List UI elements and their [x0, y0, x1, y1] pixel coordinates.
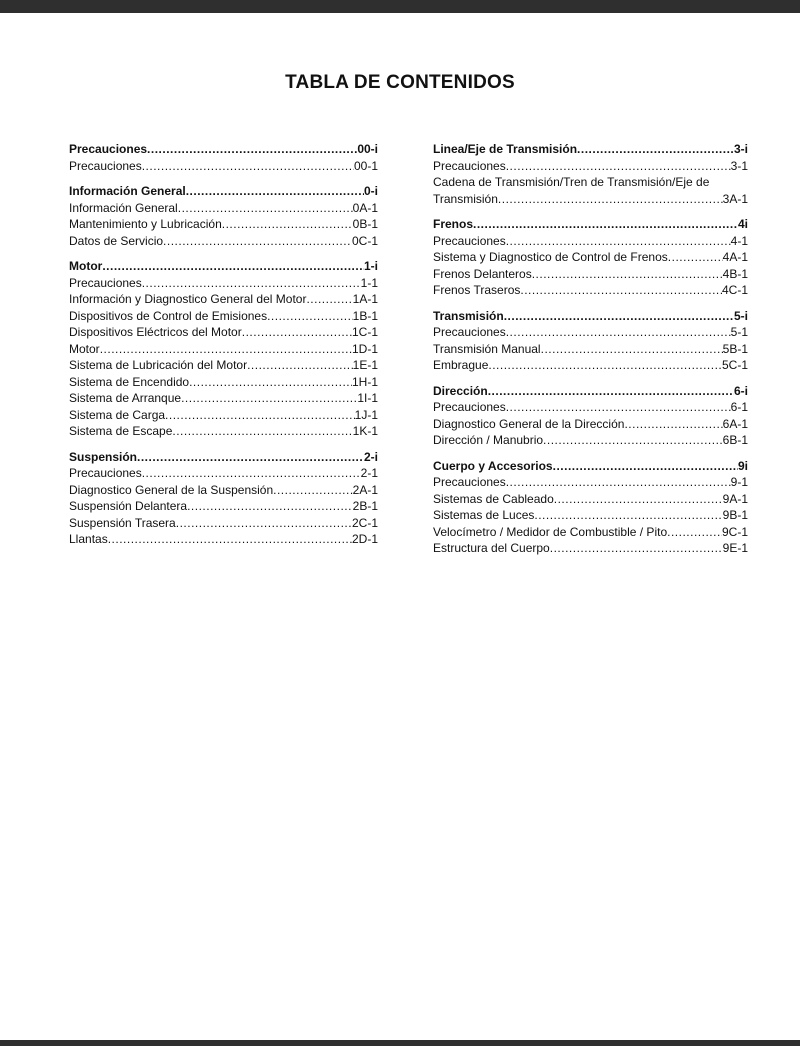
toc-section: [433, 141, 748, 207]
dot-leader: [504, 308, 734, 325]
toc-page-number: 9-1: [730, 475, 748, 489]
toc-entry[interactable]: [69, 390, 378, 407]
toc-entry-title: Precauciones: [433, 158, 506, 173]
top-bar: [0, 0, 800, 13]
dot-leader: [222, 216, 353, 233]
toc-entry[interactable]: [433, 266, 748, 283]
toc-entry[interactable]: [433, 432, 748, 449]
toc-entry[interactable]: [433, 524, 748, 541]
toc-page-number: 1I-1: [357, 391, 378, 405]
toc-page-number: 2B-1: [352, 499, 378, 513]
toc-entry[interactable]: [69, 341, 378, 358]
toc-entry[interactable]: [433, 249, 748, 266]
toc-page-number: 0B-1: [352, 217, 378, 231]
toc-page-number: 2-1: [360, 466, 378, 480]
toc-entry-title: Precauciones: [433, 400, 506, 414]
dot-leader: [506, 158, 731, 175]
toc-entry-title: Estructura del Cuerpo: [433, 541, 550, 555]
toc-entry[interactable]: [69, 200, 378, 217]
toc-entry-title: Motor: [69, 259, 103, 273]
toc-page-number: 0A-1: [352, 200, 378, 215]
toc-entry[interactable]: [433, 507, 748, 524]
toc-page-number: 6-i: [733, 383, 748, 398]
dot-leader: [186, 183, 364, 200]
toc-entry[interactable]: [69, 324, 378, 341]
toc-entry-title: Precauciones: [433, 233, 506, 248]
toc-entry-title: Precauciones: [433, 325, 506, 339]
toc-entry[interactable]: [69, 465, 378, 482]
toc-entry[interactable]: [433, 174, 748, 207]
toc-page-number: 2D-1: [351, 532, 378, 546]
toc-entry-title: Transmisión: [433, 308, 504, 323]
dot-leader: [488, 357, 722, 374]
toc-page-number: 1-1: [360, 275, 378, 290]
toc-page-number: 9i: [737, 458, 748, 473]
toc-entry-title: Sistema de Encendido: [69, 374, 190, 389]
toc-entry-title: Sistemas de Luces: [433, 508, 535, 522]
dot-leader: [667, 524, 722, 541]
toc-page-number: 6B-1: [722, 433, 748, 447]
toc-page-number: 5-1: [730, 325, 748, 339]
toc-entry-title: Cuerpo y Accesorios: [433, 458, 553, 473]
toc-entry[interactable]: [433, 540, 748, 557]
toc-entry-line: [433, 191, 748, 208]
dot-leader: [541, 341, 723, 358]
toc-page-number: 0C-1: [351, 233, 378, 248]
toc-entry-title: Precauciones: [69, 466, 142, 480]
toc-section: [69, 141, 378, 174]
dot-leader: [187, 498, 353, 515]
toc-entry-title: Información y Diagnostico General del Motor: [69, 292, 307, 306]
toc-entry-title: Sistema de Lubricación del Motor: [69, 358, 248, 372]
dot-leader: [163, 233, 352, 250]
toc-entry-title: Información General: [69, 184, 186, 198]
toc-entry[interactable]: [433, 416, 748, 433]
dot-leader: [506, 324, 731, 341]
toc-section-heading[interactable]: [69, 449, 378, 466]
dot-leader: [147, 141, 357, 158]
toc-entry-title: Linea/Eje de Transmisión: [433, 142, 578, 156]
toc-entry-title: Diagnostico General de la Dirección: [433, 416, 625, 431]
toc-page-number: 1E-1: [352, 358, 378, 372]
toc-entry-title: Embrague: [433, 358, 489, 372]
toc-page-number: 9A-1: [722, 491, 748, 506]
toc-page-number: 1B-1: [352, 308, 378, 323]
toc-section-heading[interactable]: [433, 308, 748, 325]
toc-right-column: [433, 141, 748, 566]
toc-section-heading[interactable]: [69, 183, 378, 200]
dot-leader: [624, 416, 722, 433]
toc-entry[interactable]: [69, 291, 378, 308]
toc-page-number: 4C-1: [721, 283, 748, 297]
toc-entry-title: Datos de Servicio: [69, 233, 164, 248]
toc-entry-title: Suspensión: [69, 449, 138, 464]
dot-leader: [668, 249, 723, 266]
dot-leader: [181, 390, 357, 407]
toc-entry[interactable]: [433, 357, 748, 374]
toc-entry-title-continuation: Transmisión: [433, 191, 498, 206]
toc-section: [433, 458, 748, 557]
toc-entry-title: Precauciones: [433, 475, 506, 489]
toc-page-number: 4A-1: [722, 250, 748, 264]
toc-entry-title: Suspensión Trasera: [69, 515, 176, 530]
toc-entry-title: Diagnostico General de la Suspensión: [69, 482, 274, 497]
dot-leader: [172, 423, 352, 440]
toc-section-heading[interactable]: [433, 141, 748, 158]
toc-page-number: 3-i: [733, 142, 748, 156]
toc-entry[interactable]: [69, 216, 378, 233]
toc-entry[interactable]: [69, 308, 378, 325]
toc-section-heading[interactable]: [433, 458, 748, 475]
dot-leader: [306, 291, 352, 308]
toc-entry-title: Precauciones: [69, 158, 142, 173]
toc-section: [433, 216, 748, 299]
toc-page-number: 5C-1: [721, 358, 748, 372]
toc-entry-title: Mantenimiento y Lubricación: [69, 217, 222, 231]
toc-entry[interactable]: [69, 423, 378, 440]
dot-leader: [137, 449, 364, 466]
toc-entry-title: Motor: [69, 341, 100, 356]
toc-entry-title: Sistemas de Cableado: [433, 491, 554, 506]
toc-entry[interactable]: [69, 515, 378, 532]
dot-leader: [102, 258, 364, 275]
toc-entry-title: Sistema de Carga: [69, 407, 166, 422]
toc-entry[interactable]: [433, 399, 748, 416]
dot-leader: [108, 531, 352, 548]
toc-section: [69, 449, 378, 548]
toc-entry[interactable]: [69, 275, 378, 292]
dot-leader: [273, 482, 353, 499]
toc-entry-title: Dispositivos Eléctricos del Motor: [69, 325, 242, 339]
toc-page-number: 2-i: [363, 449, 378, 464]
toc-entry[interactable]: [433, 474, 748, 491]
dot-leader: [532, 266, 723, 283]
toc-entry[interactable]: [69, 482, 378, 499]
toc-entry-title: Dirección: [433, 383, 488, 398]
dot-leader: [189, 374, 352, 391]
dot-leader: [577, 141, 734, 158]
dot-leader: [488, 383, 734, 400]
toc-entry-title: Sistema de Escape: [69, 424, 173, 438]
bottom-bar: [0, 1040, 800, 1046]
toc-entry-title: Dispositivos de Control de Emisiones: [69, 308, 268, 323]
toc-entry[interactable]: [433, 282, 748, 299]
toc-entry[interactable]: [433, 158, 748, 175]
toc-entry-title: Velocímetro / Medidor de Combustible / Pito: [433, 524, 668, 539]
toc-page-number: 1D-1: [351, 341, 378, 356]
toc-section: [433, 308, 748, 374]
toc-page-number: 6-1: [730, 400, 748, 414]
toc-entry[interactable]: [433, 324, 748, 341]
toc-page-number: 1C-1: [351, 325, 378, 339]
toc-section: [69, 258, 378, 440]
toc-entry-title: Precauciones: [69, 275, 142, 290]
toc-entry[interactable]: [69, 357, 378, 374]
toc-entry[interactable]: [69, 531, 378, 548]
toc-entry-title: Frenos: [433, 217, 474, 231]
toc-page-number: 5-i: [733, 308, 748, 323]
toc-section-heading[interactable]: [69, 258, 378, 275]
dot-leader: [247, 357, 353, 374]
toc-entry-title: Frenos Delanteros: [433, 266, 532, 281]
toc-entry-title: Precauciones: [69, 142, 148, 156]
toc-page-number: 3-1: [730, 158, 748, 173]
toc-section-heading[interactable]: [69, 141, 378, 158]
toc-section-heading[interactable]: [433, 216, 748, 233]
dot-leader: [178, 200, 353, 217]
toc-section: [69, 183, 378, 249]
dot-leader: [176, 515, 352, 532]
toc-section-heading[interactable]: [433, 383, 748, 400]
toc-page-number: 9C-1: [721, 524, 748, 539]
toc-page-number: 0-i: [363, 184, 378, 198]
toc-page-number: 4-1: [730, 233, 748, 248]
dot-leader: [554, 491, 723, 508]
toc-entry-title: Información General: [69, 200, 178, 215]
toc-page-number: 4i: [737, 217, 748, 231]
toc-entry-title: Suspensión Delantera: [69, 499, 188, 513]
toc-entry-title: Transmisión Manual: [433, 341, 541, 356]
toc-entry-title: Llantas: [69, 532, 108, 546]
toc-page-number: 00-i: [357, 142, 378, 156]
toc-page-number: 9B-1: [722, 508, 748, 522]
toc-page-number: 3A-1: [722, 191, 748, 206]
dot-leader: [550, 540, 723, 557]
dot-leader: [506, 474, 731, 491]
toc-page-number: 2C-1: [351, 515, 378, 530]
toc-entry-line: [433, 174, 748, 191]
toc-entry-title: Dirección / Manubrio: [433, 433, 544, 447]
dot-leader: [473, 216, 738, 233]
toc-entry[interactable]: [69, 158, 378, 175]
toc-entry[interactable]: [433, 341, 748, 358]
dot-leader: [553, 458, 738, 475]
dot-leader: [498, 191, 723, 208]
dot-leader: [267, 308, 353, 325]
toc-page-number: 1A-1: [352, 292, 378, 306]
toc-entry[interactable]: [69, 407, 378, 424]
toc-page-number: 1K-1: [352, 424, 378, 438]
dot-leader: [142, 275, 361, 292]
toc-page-number: 4B-1: [722, 266, 748, 281]
toc-page-number: 1J-1: [354, 407, 378, 422]
toc-entry[interactable]: [69, 233, 378, 250]
toc-page-number: 5B-1: [722, 341, 748, 356]
page-title: TABLA DE CONTENIDOS: [285, 72, 515, 93]
toc-page-number: 2A-1: [352, 482, 378, 497]
toc-page-number: 9E-1: [722, 541, 748, 555]
dot-leader: [100, 341, 352, 358]
toc-section: [433, 383, 748, 449]
toc-page-number: 1H-1: [351, 374, 378, 389]
toc-entry[interactable]: [69, 374, 378, 391]
toc-entry-title: Cadena de Transmisión/Tren de Transmisión/Eje de: [433, 175, 710, 189]
dot-leader: [534, 507, 722, 524]
dot-leader: [242, 324, 352, 341]
toc-page-number: 6A-1: [722, 416, 748, 431]
toc-page-number: 1-i: [363, 259, 378, 273]
dot-leader: [165, 407, 355, 424]
toc-entry-title: Sistema de Arranque: [69, 391, 182, 405]
toc-entry-title: Frenos Traseros: [433, 283, 521, 297]
toc-page-number: 00-1: [353, 158, 378, 173]
toc-entry[interactable]: [69, 498, 378, 515]
toc-left-column: [69, 141, 378, 557]
dot-leader: [142, 158, 354, 175]
toc-entry[interactable]: [433, 491, 748, 508]
toc-entry-title: Sistema y Diagnostico de Control de Frenos: [433, 250, 668, 264]
dot-leader: [506, 399, 731, 416]
toc-entry[interactable]: [433, 233, 748, 250]
dot-leader: [506, 233, 731, 250]
dot-leader: [142, 465, 361, 482]
dot-leader: [520, 282, 722, 299]
dot-leader: [543, 432, 723, 449]
